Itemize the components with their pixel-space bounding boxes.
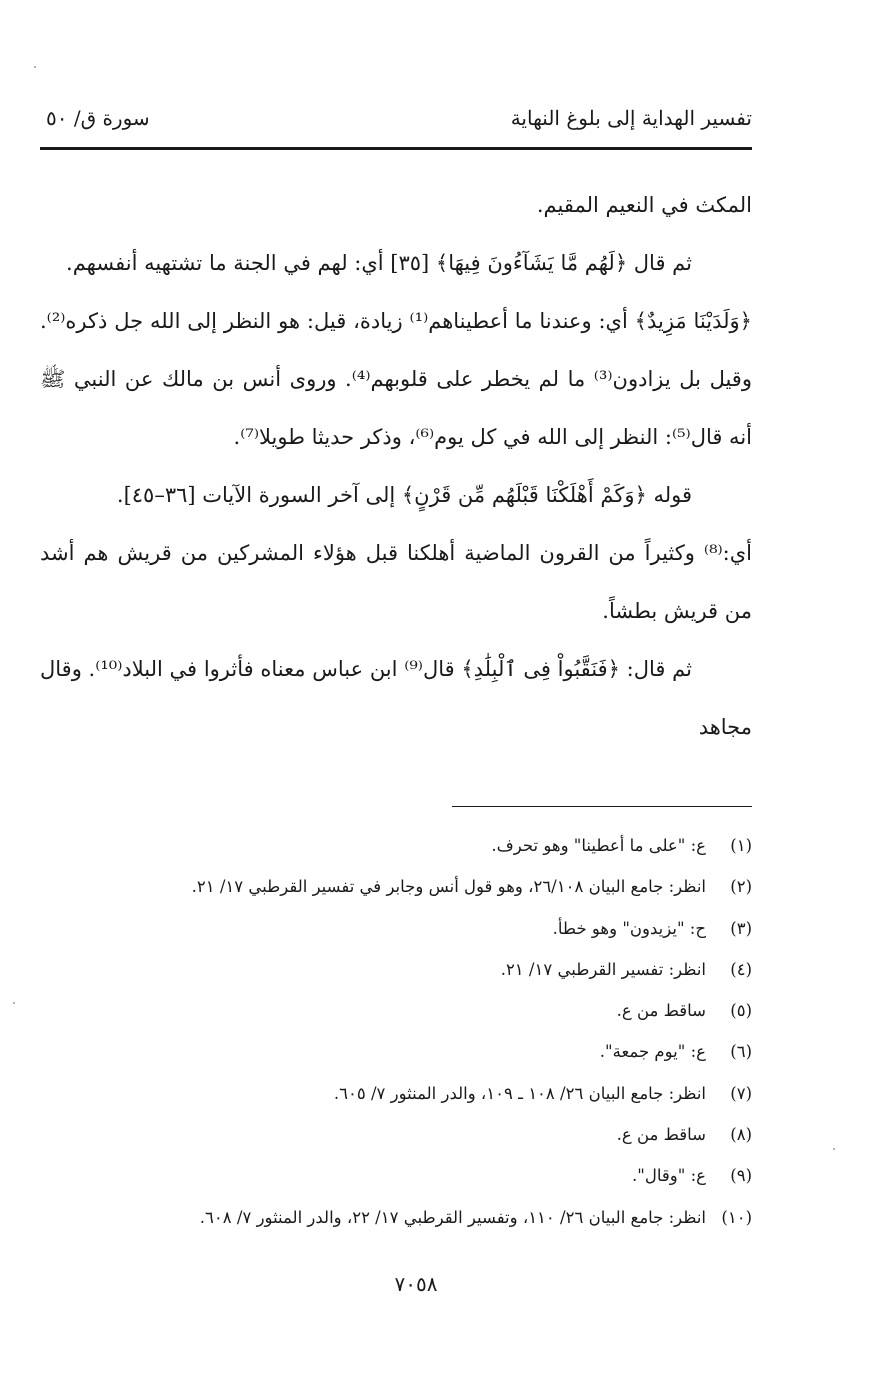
footnote [100,1038,752,1079]
running-header [40,104,752,144]
footnote [100,873,752,914]
footnote-text: ح: "يزيدون" وهو خطأ. [552,918,706,938]
footnote-number: (٢) [730,877,752,897]
footnote [100,1080,752,1121]
scan-speck [34,66,36,68]
book-title: تفسير الهداية إلى بلوغ النهاية [510,106,752,130]
footnote-number: (١٠) [721,1207,752,1227]
footnote-text: ع: "وقال". [632,1166,706,1186]
footnote-number: (٩) [730,1166,752,1186]
paragraph: ثم قال ﴿لَهُم مَّا يَشَآءُونَ فِيهَا﴾ [٣٥] أي: لهم في الجنة ما تشتهيه أنفسهم. [66,251,692,275]
footnote-divider [452,806,752,807]
paragraph: ﴿وَلَدَيْنَا مَزِيدٌ﴾ أي: وعندنا ما أعطيناهم⁽¹⁾ زيادة، قيل: هو النظر إلى الله جل ذكره⁽²⁾. وقيل بل يزادون⁽³⁾ ما لم يخطر على قلوبهم⁽⁴⁾. وروى أنس بن مالك عن النبي ﷺ أنه قال⁽⁵⁾: النظر إلى الله في كل يوم⁽⁶⁾، وذكر حديثا طويلا⁽⁷⁾. [40,309,752,449]
footnote-number: (٨) [730,1125,752,1145]
footnote-text: انظر: جامع البيان ٢٦/ ١١٠، وتفسير القرطبي ١٧/ ٢٢، والدر المنثور ٧/ ٦٠٨. [199,1207,706,1227]
footnote [100,915,752,956]
footnote-text: ساقط من ع. [616,1001,706,1021]
header-divider [40,147,752,150]
footnote [100,956,752,997]
footnote-number: (٦) [730,1042,752,1062]
footnote-text: انظر: جامع البيان ٢٦/ ١٠٨ ـ ١٠٩، والدر المنثور ٧/ ٦٠٥. [333,1083,706,1103]
surah-label: سورة ق/ ٥٠ [46,106,150,130]
footnotes [100,832,752,1245]
paragraph: أي:⁽⁸⁾ وكثيراً من القرون الماضية أهلكنا قبل هؤلاء المشركين من قريش هم أشد من قريش بطشاً. [40,541,752,623]
paragraph: المكث في النعيم المقيم. [536,193,752,217]
scan-speck [833,1148,835,1150]
main-text [40,176,752,756]
footnote-number: (٧) [730,1083,752,1103]
footnote-number: (١) [730,836,752,855]
footnote [100,997,752,1038]
page-number: ٧٠٥٨ [394,1272,438,1296]
footnote-number: (٥) [730,1001,752,1021]
paragraph: قوله ﴿وَكَمْ أَهْلَكْنَا قَبْلَهُم مِّن قَرْنٍ﴾ إلى آخر السورة الآيات [٣٦–٤٥]. [116,483,692,507]
footnote-text: انظر: تفسير القرطبي ١٧/ ٢١. [500,959,706,979]
footnote-text: ع: "يوم جمعة". [599,1042,706,1062]
footnote [100,1121,752,1162]
footnote-number: (٤) [730,959,752,979]
footnote [100,832,752,873]
footnote-text: انظر: جامع البيان ٢٦/١٠٨، وهو قول أنس وجابر في تفسير القرطبي ١٧/ ٢١. [191,877,706,897]
footnote [100,1162,752,1203]
footnote-text: ع: "على ما أعطينا" وهو تحرف. [491,836,706,855]
footnote-text: ساقط من ع. [616,1125,706,1145]
paragraph: ثم قال: ﴿فَنَقَّبُواْ فِى ٱلْبِلَٰدِ﴾ قال⁽⁹⁾ ابن عباس معناه فأثروا في البلاد⁽¹⁰⁾. وقال مجاهد [40,657,752,739]
footnote-number: (٣) [730,918,752,938]
footnote [100,1204,752,1245]
scan-speck [13,1002,15,1004]
